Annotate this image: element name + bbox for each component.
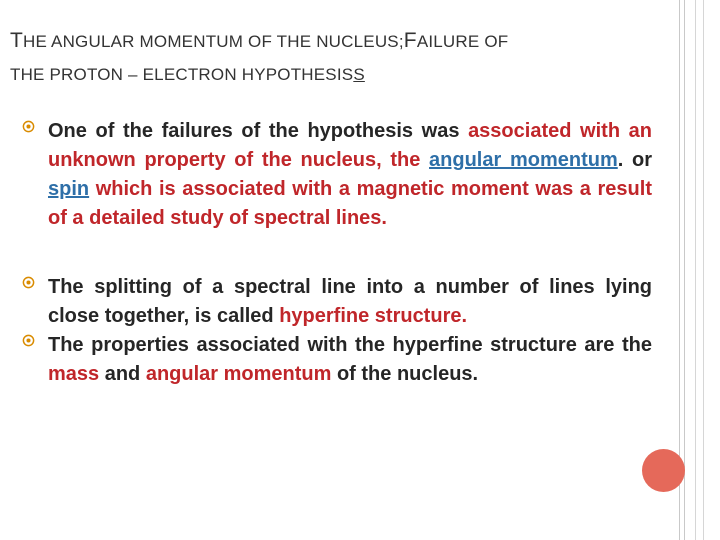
title-text: AILURE OF xyxy=(416,32,509,51)
bullet-item xyxy=(22,273,652,331)
bullet-text: and xyxy=(99,363,146,385)
circle-ornament-icon xyxy=(22,120,35,133)
title-line-2 xyxy=(10,58,670,91)
decorative-circle xyxy=(642,449,685,492)
edge-line xyxy=(684,0,685,540)
bullet-item xyxy=(22,331,652,389)
edge-line xyxy=(695,0,696,540)
emphasis-text: which is associated with a magnetic moment was a result of a detailed study of spectral lines. xyxy=(48,178,652,229)
title-text: THE PROTON – ELECTRON HYPOTHESIS xyxy=(10,65,354,84)
bullet-text: The splitting of a spectral line into a number of lines lying close together, is called xyxy=(48,276,652,327)
bullet-text: The properties associated with the hyperfine structure are the xyxy=(48,334,652,356)
emphasis-text: associated with an unknown property of the nucleus, the xyxy=(48,120,653,171)
title-initial: T xyxy=(10,29,24,52)
bullet-item xyxy=(22,117,652,233)
slide-title xyxy=(10,24,670,91)
emphasis-text: hyperfine structure. xyxy=(279,305,468,327)
bullet-text: . or xyxy=(617,149,652,171)
title-text: S xyxy=(353,65,365,84)
bullet-text: One of the failures of the hypothesis was xyxy=(48,120,469,142)
circle-ornament-icon xyxy=(22,334,35,347)
slide-body xyxy=(22,117,652,389)
title-separator: ; xyxy=(398,32,404,51)
title-text: HE ANGULAR MOMENTUM OF THE NUCLEUS xyxy=(23,32,399,51)
emphasis-text: mass xyxy=(48,363,100,385)
circle-ornament-icon xyxy=(22,276,35,289)
bullet-text: of the nucleus. xyxy=(331,363,479,385)
bullet-text xyxy=(420,149,429,171)
link-spin[interactable]: spin xyxy=(48,178,90,200)
title-initial: F xyxy=(403,29,417,52)
title-line-1 xyxy=(10,24,670,58)
edge-line xyxy=(703,0,704,540)
emphasis-text: angular momentum xyxy=(145,363,332,385)
link-angular-momentum[interactable]: angular momentum xyxy=(429,149,618,171)
